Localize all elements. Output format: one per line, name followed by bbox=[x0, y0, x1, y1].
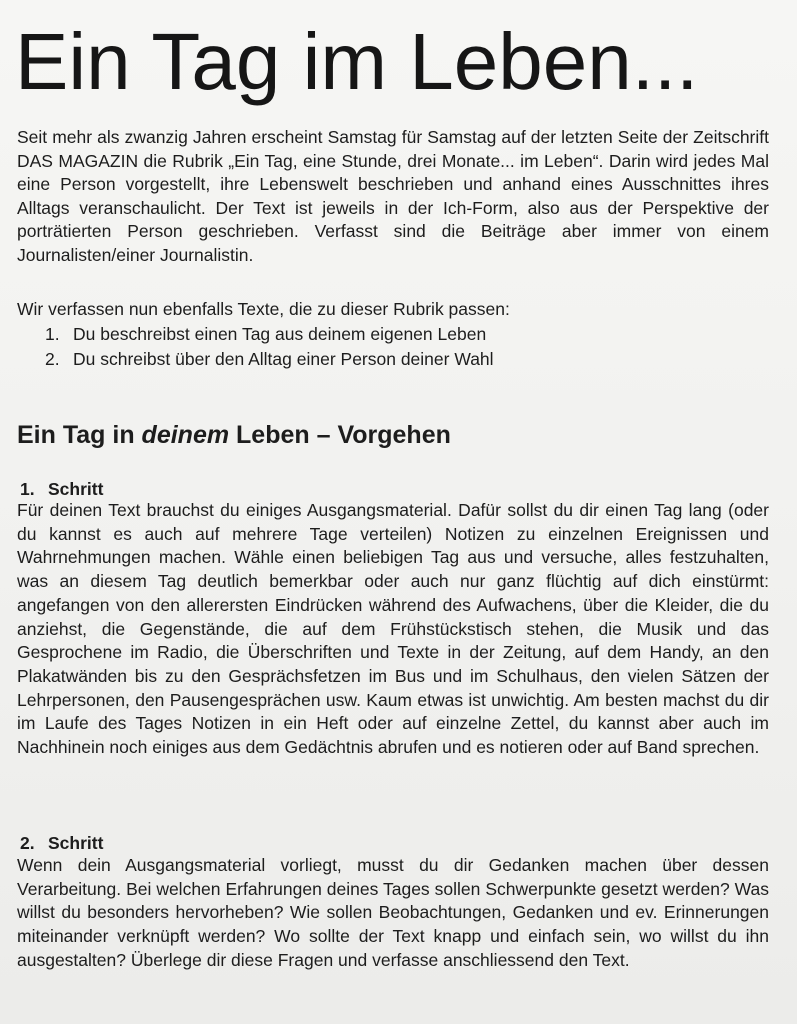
task-lead-paragraph: Wir verfassen nun ebenfalls Texte, die zu dieser Rubrik passen: bbox=[17, 299, 510, 319]
intro-paragraph: Seit mehr als zwanzig Jahren erscheint Samstag für Samstag auf der letzten Seite der Zeitschrift DAS MAGAZIN die Rubrik „Ein Tag, eine Stunde, drei Monate... im Leben“. Darin wird jedes Mal eine Person vorgestellt, ihre Lebenswelt beschrieben und anhand eines Ausschnittes ihres Alltags veranschaulicht. Der Text ist jeweils in der Ich-Form, also aus der Perspektive der porträtierten Person geschrieben. Verfasst sind die Beiträge aber immer von einem Journalisten/einer Journalistin. bbox=[17, 127, 769, 265]
section-heading-suffix: Leben – Vorgehen bbox=[229, 421, 451, 449]
task-option-number: 2. bbox=[45, 349, 60, 369]
step-2-heading bbox=[20, 832, 103, 854]
task-option-text: Du schreibst über den Alltag einer Person deiner Wahl bbox=[73, 349, 494, 369]
step-1-heading bbox=[20, 478, 103, 500]
task-option-item bbox=[45, 347, 494, 372]
task-option-item bbox=[45, 322, 494, 347]
step-1-text: Für deinen Text brauchst du einiges Ausgangsmaterial. Dafür sollst du dir einen Tag lang (oder du kannst es auch auf mehrere Tage verteilen) Notizen zu einzelnen Ereignissen und Wahrnehmungen machen. Wähle einen beliebigen Tag aus und versuche, alles festzuhalten, was an diesem Tag deutlich bemerkbar oder auch nur ganz flüchtig auf dich einstürmt: angefangen von den allerersten Eindrücken während des Aufwachens, über die Kleider, die du anziehst, die Gegenstände, die auf dem Frühstückstisch stehen, die Musik und das Gesprochene im Radio, die Überschriften und Texte in der Zeitung, auf dem Handy, an den Plakatwänden bis zu den Gesprächsfetzen im Bus und im Schulhaus, den vielen Sätzen der Lehrpersonen, den Pausengesprächen usw. Kaum etwas ist unwichtig. Am besten machst du dir im Laufe des Tages Notizen in ein Heft oder auf einzelne Zettel, du kannst aber auch im Nachhinein noch einiges aus dem Gedächtnis abrufen und es notieren oder auf Band sprechen. bbox=[17, 500, 769, 758]
task-option-text: Du beschreibst einen Tag aus deinem eigenen Leben bbox=[73, 324, 487, 344]
section-heading-prefix: Ein Tag in bbox=[17, 421, 142, 449]
page-title: Ein Tag im Leben... bbox=[15, 17, 699, 106]
step-1-number: 1. bbox=[20, 479, 35, 499]
step-2-text: Wenn dein Ausgangsmaterial vorliegt, musst du dir Gedanken machen über dessen Verarbeitung. Bei welchen Erfahrungen deines Tages sollen Schwerpunkte gesetzt werden? Was willst du besonders hervorheben? Wie sollen Beobachtungen, Gedanken und ev. Erinnerungen miteinander verknüpft werden? Wo sollte der Text knapp und einfach sein, wo willst du ihn ausgestalten? Überlege dir diese Fragen und verfasse anschliessend den Text. bbox=[17, 855, 769, 970]
task-options-list bbox=[45, 322, 494, 372]
step-2-number: 2. bbox=[20, 833, 35, 853]
step-2-label: Schritt bbox=[48, 833, 104, 853]
task-option-number: 1. bbox=[45, 324, 60, 344]
section-heading bbox=[17, 419, 451, 451]
section-heading-emphasis: deinem bbox=[141, 421, 230, 449]
step-1-label: Schritt bbox=[48, 479, 104, 499]
